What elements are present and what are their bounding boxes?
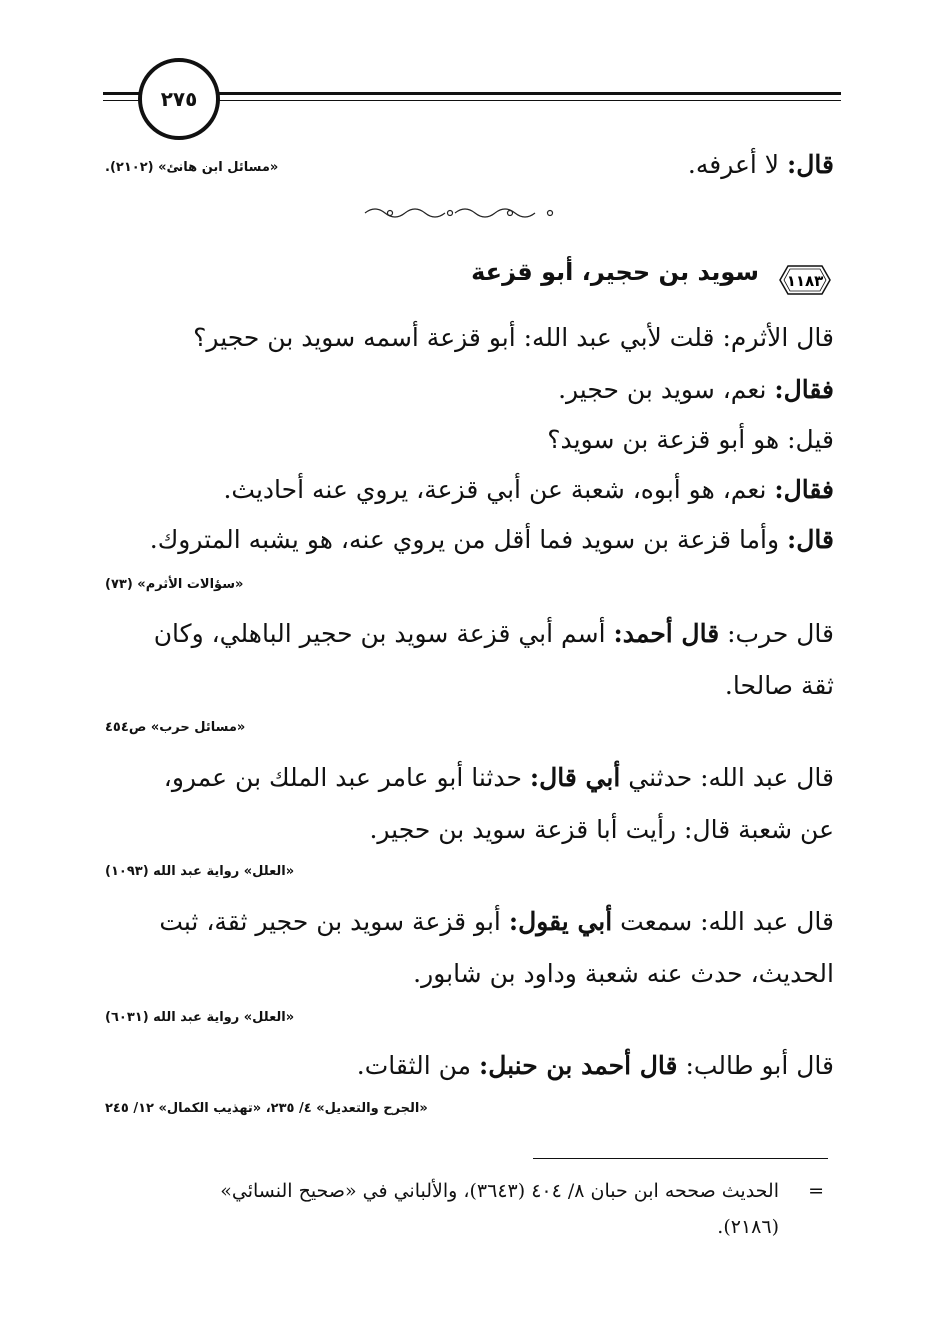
line-text: حدثنا أبو عامر عبد الملك بن عمرو، — [163, 763, 522, 792]
footnote-rule — [533, 1158, 828, 1159]
text-line-8 — [105, 758, 834, 798]
speaker-label: فقال: — [774, 375, 834, 404]
footnote-marker: = — [808, 1180, 824, 1202]
speaker-label: قال: — [787, 525, 834, 554]
speaker-label: قال أحمد بن حنبل: — [478, 1051, 678, 1080]
text-line-5 — [105, 520, 834, 560]
speaker-label: أبي قال: — [529, 763, 621, 792]
page-number: ٢٧٥ — [138, 58, 220, 140]
text-line-4 — [105, 470, 834, 510]
text-line-12 — [105, 1046, 834, 1086]
text-line-7: ثقة صالحا. — [724, 671, 834, 700]
line-text: قال حرب: — [727, 619, 834, 648]
text-line-3: قيل: هو أبو قزعة بن سويد؟ — [547, 425, 834, 454]
top-source: «مسائل ابن هانئ» (٢١٠٢). — [105, 160, 279, 175]
source-citation: «الجرح والتعديل» ٤/ ٢٣٥، «تهذيب الكمال» ١٢/ ٢٤٥ — [105, 1101, 428, 1116]
line-text: قال عبد الله: حدثني — [628, 763, 834, 792]
ornament-divider — [360, 206, 560, 220]
text-line-10 — [105, 902, 834, 942]
speaker-label: أبي يقول: — [508, 907, 613, 936]
line-text: قال أبو طالب: — [685, 1051, 834, 1080]
line-text: أبو قزعة سويد بن حجير ثقة، ثبت — [159, 907, 501, 936]
source-citation: «سؤالات الأثرم» (٧٣) — [105, 577, 244, 592]
entry-number: ١١٨٣ — [786, 272, 824, 290]
entry-title: سويد بن حجير، أبو قزعة — [471, 258, 759, 286]
entry-number-badge — [776, 262, 834, 298]
source-citation: «العلل» رواية عبد الله (١٠٩٣) — [105, 864, 295, 879]
line-text: قال عبد الله: سمعت — [620, 907, 834, 936]
source-citation: «العلل» رواية عبد الله (٦٠٣١) — [105, 1010, 295, 1025]
top-speaker: قال: — [787, 150, 834, 179]
speaker-label: فقال: — [774, 475, 834, 504]
text-line-9: عن شعبة قال: رأيت أبا قزعة سويد بن حجير. — [369, 815, 834, 844]
text-line-11: الحديث، حدث عنه شعبة وداود بن شابور. — [413, 959, 834, 988]
speaker-label: قال أحمد: — [613, 619, 720, 648]
footnote-line-2: (٢١٨٦). — [717, 1216, 779, 1238]
line-text: أسم أبي قزعة سويد بن حجير الباهلي، وكان — [153, 619, 606, 648]
text-line-2 — [105, 370, 834, 410]
line-text: نعم، هو أبوه، شعبة عن أبي قزعة، يروي عنه أحاديث. — [223, 475, 767, 504]
text-line-1: قال الأثرم: قلت لأبي عبد الله: أبو قزعة أسمه سويد بن حجير؟ — [193, 323, 834, 352]
source-citation: «مسائل حرب» ص٤٥٤ — [105, 720, 246, 735]
line-text: من الثقات. — [356, 1051, 472, 1080]
line-text: وأما قزعة بن سويد فما أقل من يروي عنه، هو يشبه المتروك. — [149, 525, 780, 554]
top-text: لا أعرفه. — [687, 150, 780, 179]
line-text: نعم، سويد بن حجير. — [558, 375, 767, 404]
footnote-line-1: الحديث صححه ابن حبان ٨/ ٤٠٤ (٣٦٤٣)، والألباني في «صحيح النسائي» — [220, 1180, 779, 1202]
top-line — [688, 145, 834, 185]
text-line-6 — [105, 614, 834, 654]
